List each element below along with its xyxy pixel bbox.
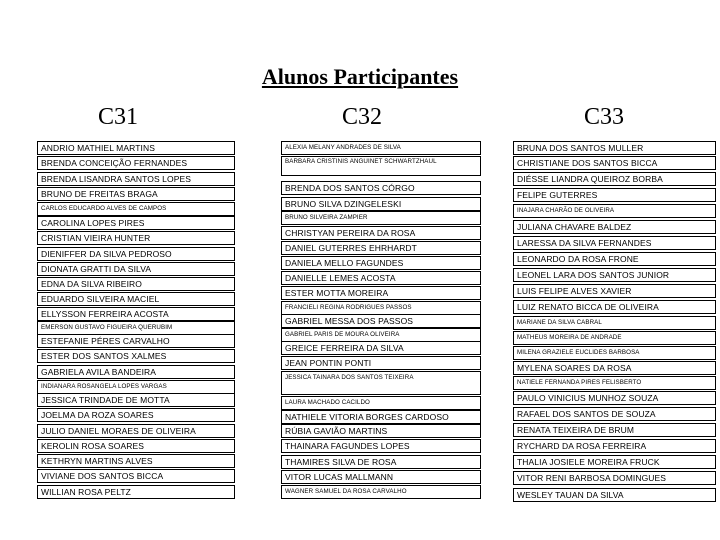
student-name: MILENA GRAZIELE EUCLIDES BARBOSA: [513, 346, 716, 360]
student-name: JOELMA DA ROZA SOARES: [37, 408, 235, 422]
column-heading-c31: C31: [97, 104, 138, 130]
student-name: JULIANA CHAVARE BALDEZ: [513, 220, 716, 234]
column-heading-c33: C33: [583, 104, 624, 130]
student-name: FRANCIELI REGINA RODRIGUES PASSOS: [281, 301, 481, 315]
student-name: ESTER DOS SANTOS XALMES: [37, 349, 235, 363]
student-name: RENATA TEIXEIRA DE BRUM: [513, 423, 716, 437]
student-name: CARLOS EDUCARDO ALVES DE CAMPOS: [37, 202, 235, 216]
student-name: THALIA JOSIELE MOREIRA FRUCK: [513, 455, 716, 469]
student-name: THAINARA FAGUNDES LOPES: [281, 439, 481, 453]
student-name: DIÉSSE LIANDRA QUEIROZ BORBA: [513, 172, 716, 186]
student-name: WILLIAN ROSA PELTZ: [37, 485, 235, 499]
student-name: ELLYSSON FERREIRA ACOSTA: [37, 307, 235, 321]
student-name: DANIELA MELLO FAGUNDES: [281, 256, 481, 270]
student-name: BARBARA CRISTINIS ANGUINET SCHWARTZHAUL: [281, 156, 481, 176]
student-name: DIENIFFER DA SILVA PEDROSO: [37, 247, 235, 261]
student-name: BRUNO SILVEIRA ZAMPIER: [281, 211, 481, 225]
student-name: WAGNER SAMUEL DA ROSA CARVALHO: [281, 485, 481, 499]
student-name: BRENDA LISANDRA SANTOS LOPES: [37, 172, 235, 186]
student-name: THAMIRES SILVA DE ROSA: [281, 455, 481, 469]
student-name: GREICE FERREIRA DA SILVA: [281, 341, 481, 355]
student-name: INAJARA CHARÃO DE OLIVEIRA: [513, 204, 716, 218]
student-name: CAROLINA LOPES PIRES: [37, 216, 235, 230]
column-heading-c32: C32: [341, 104, 382, 130]
student-name: MARIANE DA SILVA CABRAL: [513, 316, 716, 330]
student-name: JESSICA TAINARA DOS SANTOS TEIXEIRA: [281, 371, 481, 395]
student-name: LUIS FELIPE ALVES XAVIER: [513, 284, 716, 298]
student-name: LUIZ RENATO BICCA DE OLIVEIRA: [513, 300, 716, 314]
student-name: GABRIEL MESSA DOS PASSOS: [281, 314, 481, 328]
student-name: INDIANARA ROSANGELA LOPES VARGAS: [37, 380, 235, 394]
student-name: RYCHARD DA ROSA FERREIRA: [513, 439, 716, 453]
student-name: VITOR RENI BARBOSA DOMINGUES: [513, 471, 716, 485]
student-name: NATHIELE VITORIA BORGES CARDOSO: [281, 410, 481, 424]
student-name: DANIEL GUTERRES EHRHARDT: [281, 241, 481, 255]
student-name: CHRISTYAN PEREIRA DA ROSA: [281, 226, 481, 240]
student-name: JEAN PONTIN PONTI: [281, 356, 481, 370]
student-name: CRISTIAN VIEIRA HUNTER: [37, 231, 235, 245]
student-name: GABRIELA AVILA BANDEIRA: [37, 365, 235, 379]
student-name: BRENDA DOS SANTOS CÓRGO: [281, 181, 481, 195]
student-name: KETHRYN MARTINS ALVES: [37, 454, 235, 468]
student-name: EDUARDO SILVEIRA MACIEL: [37, 292, 235, 306]
student-name: JESSICA TRINDADE DE MOTTA: [37, 393, 235, 407]
student-name: VITOR LUCAS MALLMANN: [281, 470, 481, 484]
student-name: DANIELLE LEMES ACOSTA: [281, 271, 481, 285]
page-title: Alunos Participantes: [261, 64, 459, 89]
student-name: BRUNO SILVA DZINGELESKI: [281, 197, 481, 211]
student-name: LARESSA DA SILVA FERNANDES: [513, 236, 716, 250]
student-name: PAULO VINICIUS MUNHOZ SOUZA: [513, 391, 716, 405]
student-name: VIVIANE DOS SANTOS BICCA: [37, 469, 235, 483]
student-name: JULIO DANIEL MORAES DE OLIVEIRA: [37, 424, 235, 438]
student-name: FELIPE GUTERRES: [513, 188, 716, 202]
student-name: MYLENA SOARES DA ROSA: [513, 361, 716, 375]
student-name: DIONATA GRATTI DA SILVA: [37, 262, 235, 276]
student-name: ALEXIA MELANY ANDRADES DE SILVA: [281, 141, 481, 155]
student-name: ANDRIO MATHIEL MARTINS: [37, 141, 235, 155]
student-name: ESTEFANIE PÉRES CARVALHO: [37, 334, 235, 348]
student-name: CHRISTIANE DOS SANTOS BICCA: [513, 156, 716, 170]
student-name: BRUNO DE FREITAS BRAGA: [37, 187, 235, 201]
student-name: LAURA MACHADO CACILDO: [281, 396, 481, 410]
student-name: EMERSON GUSTAVO FIGUEIRA QUERUBIM: [37, 321, 235, 335]
student-name: GABRIEL PARIS DE MOURA OLIVEIRA: [281, 328, 481, 342]
student-name: RÚBIA GAVIÃO MARTINS: [281, 424, 481, 438]
student-name: KEROLIN ROSA SOARES: [37, 439, 235, 453]
student-name: NATIELE FERNANDA PIRES FELISBERTO: [513, 376, 716, 390]
student-name: BRENDA CONCEIÇÃO FERNANDES: [37, 156, 235, 170]
student-name: BRUNA DOS SANTOS MULLER: [513, 141, 716, 155]
student-name: LEONEL LARA DOS SANTOS JUNIOR: [513, 268, 716, 282]
student-name: RAFAEL DOS SANTOS DE SOUZA: [513, 407, 716, 421]
student-name: LEONARDO DA ROSA FRONE: [513, 252, 716, 266]
student-name: EDNA DA SILVA RIBEIRO: [37, 277, 235, 291]
student-name: MATHEUS MOREIRA DE ANDRADE: [513, 331, 716, 345]
student-name: ESTER MOTTA MOREIRA: [281, 286, 481, 300]
student-name: WESLEY TAUAN DA SILVA: [513, 488, 716, 502]
